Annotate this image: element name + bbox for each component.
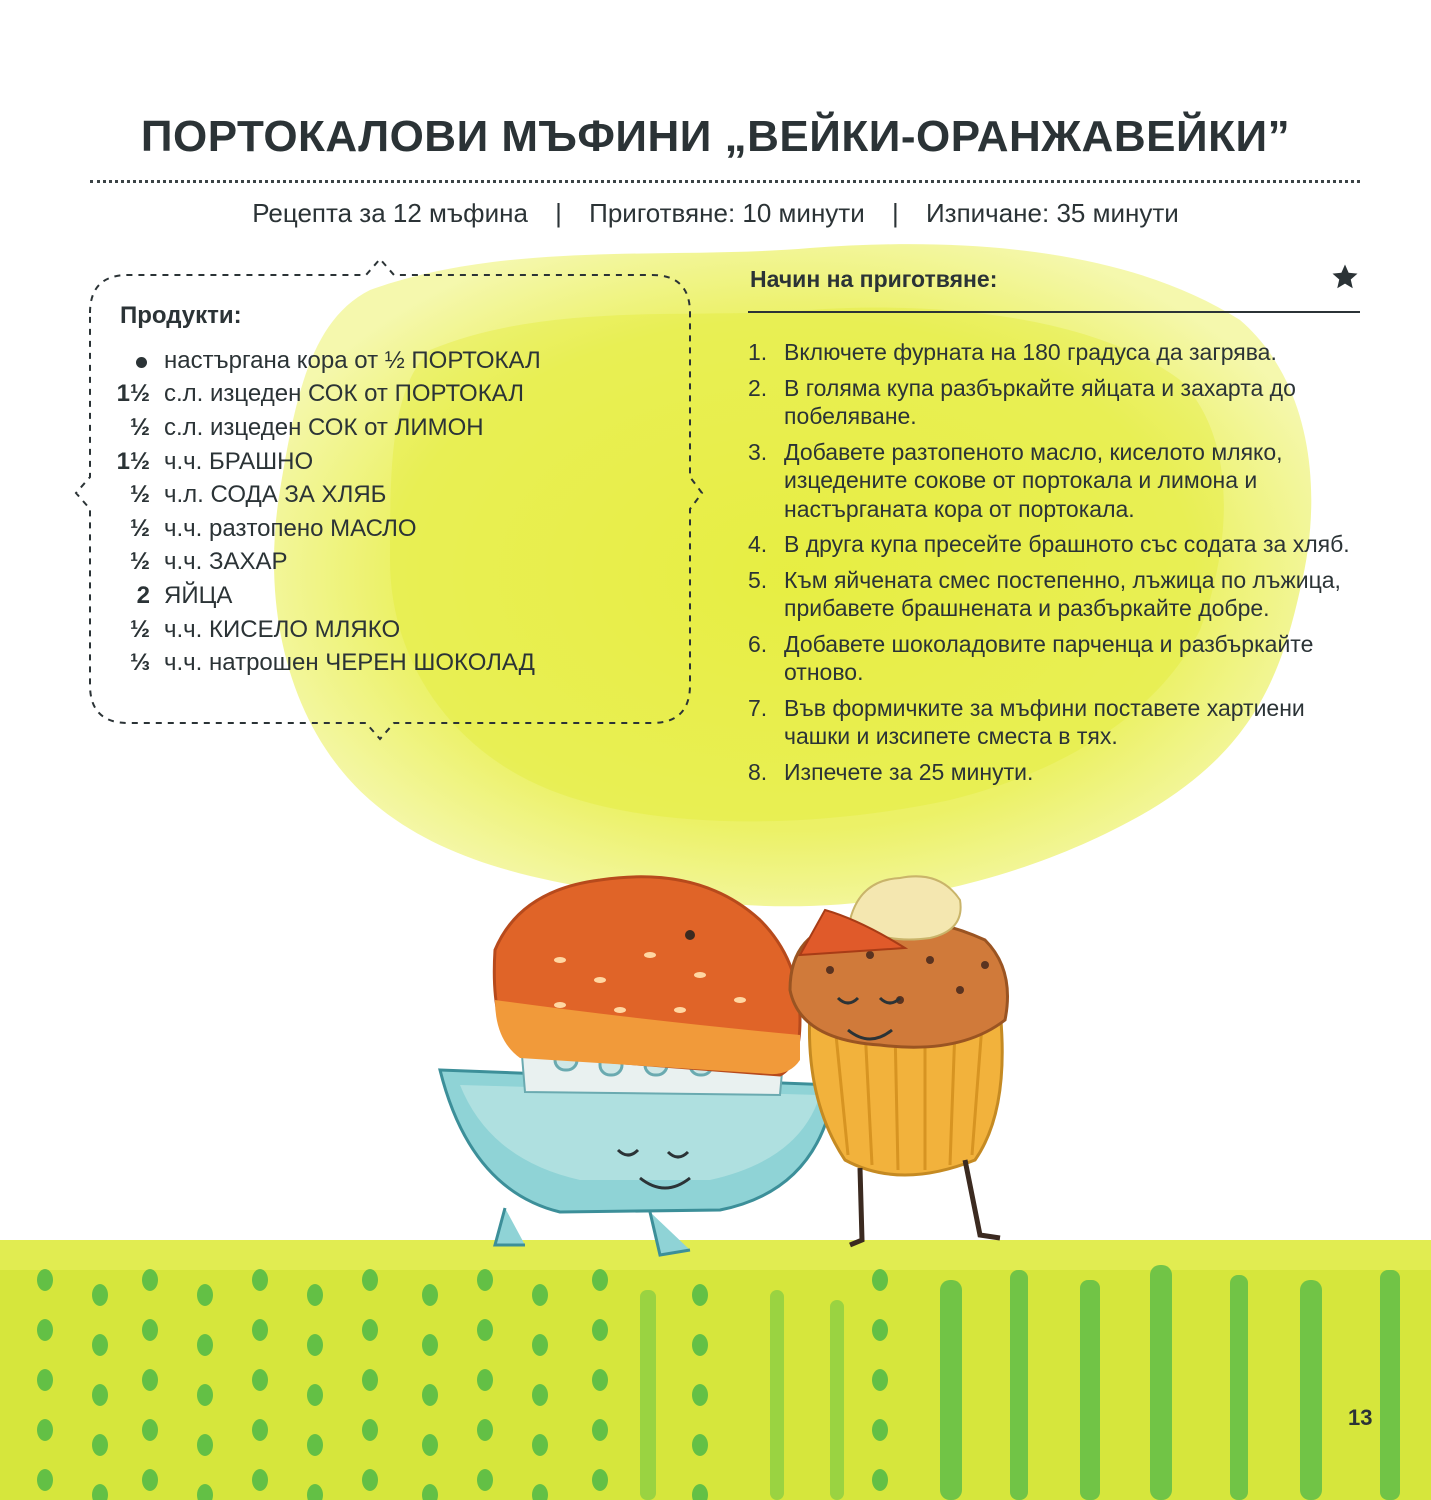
step-number: 7. xyxy=(748,694,768,721)
method-step xyxy=(748,438,1360,524)
ingredient-item xyxy=(110,445,541,479)
ingredient-item xyxy=(110,378,541,412)
dotted-divider xyxy=(90,180,1360,183)
ingredient-qty: ½ xyxy=(129,514,150,542)
ingredient-text: ч.ч. разтопено МАСЛО xyxy=(164,514,417,542)
ingredient-text: настъргана кора от ½ ПОРТОКАЛ xyxy=(164,346,541,374)
step-text: Включете фурната на 180 градуса да загрява. xyxy=(784,339,1277,365)
ingredient-qty: ½ xyxy=(129,548,150,576)
page-number: 13 xyxy=(1348,1405,1373,1430)
muffin-character xyxy=(790,876,1008,1245)
servings-text: Рецепта за 12 мъфина xyxy=(252,198,528,228)
method-step xyxy=(748,530,1360,559)
ingredient-text: ч.ч. ЗАХАР xyxy=(164,548,288,576)
step-text: Добавете шоколадовите парченца и разбъркайте отново. xyxy=(784,630,1314,685)
ingredient-qty: ½ xyxy=(129,413,150,441)
step-number: 4. xyxy=(748,531,768,557)
ingredient-text: ч.ч. КИСЕЛО МЛЯКО xyxy=(164,615,401,643)
ingredient-text: ч.ч. БРАШНО xyxy=(164,447,314,475)
step-number: 5. xyxy=(748,566,768,593)
method-step xyxy=(748,338,1360,367)
ingredient-item xyxy=(110,478,541,512)
method-step xyxy=(748,374,1360,431)
ingredient-text: ч.л. СОДА ЗА ХЛЯБ xyxy=(164,481,387,509)
meta-separator: | xyxy=(555,198,562,228)
muffin-illustration xyxy=(0,860,1431,1500)
ingredient-text: ЯЙЦА xyxy=(164,581,233,609)
step-text: Изпечете за 25 минути. xyxy=(784,758,1034,785)
method-step xyxy=(748,566,1360,623)
ingredient-qty: ½ xyxy=(129,481,150,509)
ingredient-item xyxy=(110,546,541,580)
recipe-meta xyxy=(0,198,1431,229)
ingredient-item xyxy=(110,579,541,613)
method-step xyxy=(748,694,1360,751)
step-text: Към яйчената смес постепенно, лъжица по лъжица, прибавете брашнената и разбъркайте добре. xyxy=(784,566,1341,621)
prep-time-text: Приготвяне: 10 минути xyxy=(589,198,865,228)
ingredient-qty: 2 xyxy=(136,581,150,609)
ingredient-item xyxy=(110,512,541,546)
step-number: 2. xyxy=(748,374,768,401)
step-text: Във формичките за мъфини поставете хартиени чашки и изсипете сместа в тях. xyxy=(784,694,1305,749)
step-number: 3. xyxy=(748,438,768,465)
step-number: 6. xyxy=(748,630,768,657)
ingredient-text: с.л. изцеден СОК от ЛИМОН xyxy=(164,413,484,441)
ingredients-list xyxy=(110,344,541,680)
ingredient-qty: ½ xyxy=(129,615,150,643)
bake-time-text: Изпичане: 35 минути xyxy=(925,198,1179,228)
ingredient-qty xyxy=(110,347,150,375)
ingredient-text: ч.ч. натрошен ЧЕРЕН ШОКОЛАД xyxy=(164,649,535,677)
ingredient-item xyxy=(110,646,541,680)
method-step xyxy=(748,630,1360,687)
meta-separator: | xyxy=(891,198,899,228)
recipe-title: ПОРТОКАЛОВИ МЪФИНИ „ВЕЙКИ-ОРАНЖАВЕЙКИ” xyxy=(140,112,1291,161)
method-divider xyxy=(748,311,1360,313)
ingredient-item xyxy=(110,411,541,445)
step-number: 8. xyxy=(748,758,768,785)
ingredient-text: с.л. изцеден СОК от ПОРТОКАЛ xyxy=(164,380,524,408)
step-text: Добавете разтопеното масло, киселото мляко, изцедените сокове от портокала и лимона и настърганата кора от портокала. xyxy=(784,438,1283,522)
bullet-icon xyxy=(136,357,147,368)
method-step xyxy=(748,758,1360,787)
ingredient-item xyxy=(110,344,541,378)
method-heading: Начин на приготвяне: xyxy=(750,266,998,292)
ingredient-qty: 1½ xyxy=(116,447,150,475)
ingredients-heading: Продукти: xyxy=(120,302,242,329)
step-text: В друга купа пресейте брашното със содата за хляб. xyxy=(784,531,1350,557)
orange-half xyxy=(494,877,800,1075)
method-steps xyxy=(748,338,1360,793)
ingredient-qty: 1½ xyxy=(116,380,150,408)
ingredient-qty: ⅓ xyxy=(129,649,150,677)
step-text: В голяма купа разбъркайте яйцата и захарта до побеляване. xyxy=(784,374,1296,429)
step-number: 1. xyxy=(748,339,768,365)
star-icon xyxy=(1330,262,1360,292)
ingredient-item xyxy=(110,613,541,647)
